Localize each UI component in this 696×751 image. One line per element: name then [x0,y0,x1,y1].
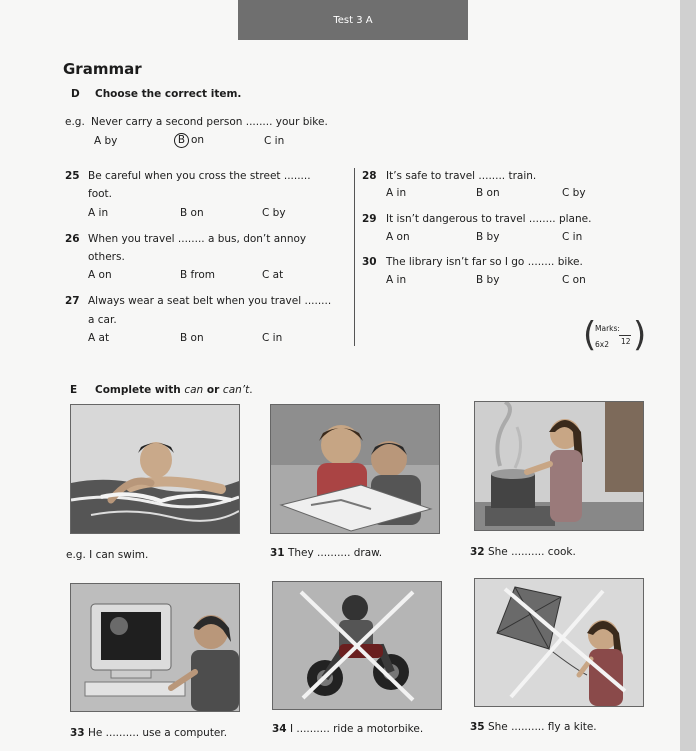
caption-text: I .......... ride a motorbike. [289,723,424,735]
marks-total: 12 [621,337,631,346]
caption-34 [272,723,423,735]
question-text: When you travel ........ a bus, don’t annoy [88,233,307,245]
caption-33 [70,727,227,739]
example-option-b-text: on [191,134,205,146]
caption-31 [270,547,382,559]
option-c: C in [262,332,283,344]
marks-box [583,315,647,358]
column-divider [354,168,355,346]
caption-number: 31 [270,547,285,559]
section-d-instruction: Choose the correct item. [95,88,242,100]
option-c: C at [262,269,284,281]
marks-right-paren: ) [633,315,647,355]
picture-draw [270,404,440,534]
test-title: Test 3 A [333,14,373,26]
option-a: A in [88,207,109,219]
instruction-prefix: Complete with [95,384,185,396]
caption-text: They .......... draw. [287,547,383,559]
question-number: 27 [65,295,80,307]
instruction-word-cant: can’t [222,384,250,396]
picture-motorbike [272,581,442,710]
caption-number: 32 [470,546,485,558]
question-text: It isn’t dangerous to travel ........ plane. [386,213,592,225]
question-number: 26 [65,233,80,245]
option-c: C in [562,231,583,243]
option-a: A at [88,332,110,344]
example-text: Never carry a second person ........ your bike. [91,116,328,128]
section-e-letter: E [70,384,78,396]
page-edge [680,0,696,751]
question-text: Be careful when you cross the street ........ [88,170,311,182]
question-text: The library isn’t far so I go ........ bike. [386,256,583,268]
example-label: e.g. [65,116,85,128]
option-b: B on [180,207,204,219]
section-e-instruction [95,384,253,396]
picture-swim [70,404,240,534]
question-text-cont: others. [88,251,125,263]
grammar-title: Grammar [63,60,142,78]
marks-label: Marks: [595,324,620,333]
marks-fraction-line [619,335,631,336]
caption-number: 34 [272,723,287,735]
test-header [238,0,468,40]
option-a: A in [386,187,407,199]
question-number: 29 [362,213,377,225]
question-number: 28 [362,170,377,182]
caption-text: He .......... use a computer. [87,727,228,739]
example-option-a: A by [94,135,118,147]
example-option-c: C in [264,135,285,147]
option-c: C on [562,274,586,286]
option-c: C by [262,207,286,219]
option-b: B by [476,231,500,243]
caption-number: 35 [470,721,485,733]
example-option-b [174,133,204,148]
question-number: 30 [362,256,377,268]
marks-multiplier: 6x2 [595,340,609,349]
question-text-cont: a car. [88,314,117,326]
instruction-suffix: . [249,384,253,396]
question-text-cont: foot. [88,188,112,200]
caption-text: I can swim. [89,549,149,561]
caption-number: 33 [70,727,85,739]
example-answer-circle: B [174,133,189,148]
option-b: B by [476,274,500,286]
option-b: B on [476,187,500,199]
instruction-word-can: can [184,384,204,396]
caption-35 [470,721,597,733]
section-d-letter: D [71,88,80,100]
picture-cook [474,401,644,531]
question-text: Always wear a seat belt when you travel ........ [88,295,332,307]
question-number: 25 [65,170,80,182]
question-text: It’s safe to travel ........ train. [386,170,537,182]
marks-left-paren: ( [583,315,597,355]
option-a: A in [386,274,407,286]
caption-32 [470,546,576,558]
option-b: B on [180,332,204,344]
option-b: B from [180,269,215,281]
instruction-or: or [203,384,223,396]
option-a: A on [386,231,410,243]
option-c: C by [562,187,586,199]
caption-text: She .......... fly a kite. [487,721,597,733]
caption-example [66,549,148,561]
picture-computer [70,583,240,712]
picture-kite [474,578,644,707]
caption-number: e.g. [66,549,86,561]
caption-text: She .......... cook. [487,546,576,558]
option-a: A on [88,269,112,281]
